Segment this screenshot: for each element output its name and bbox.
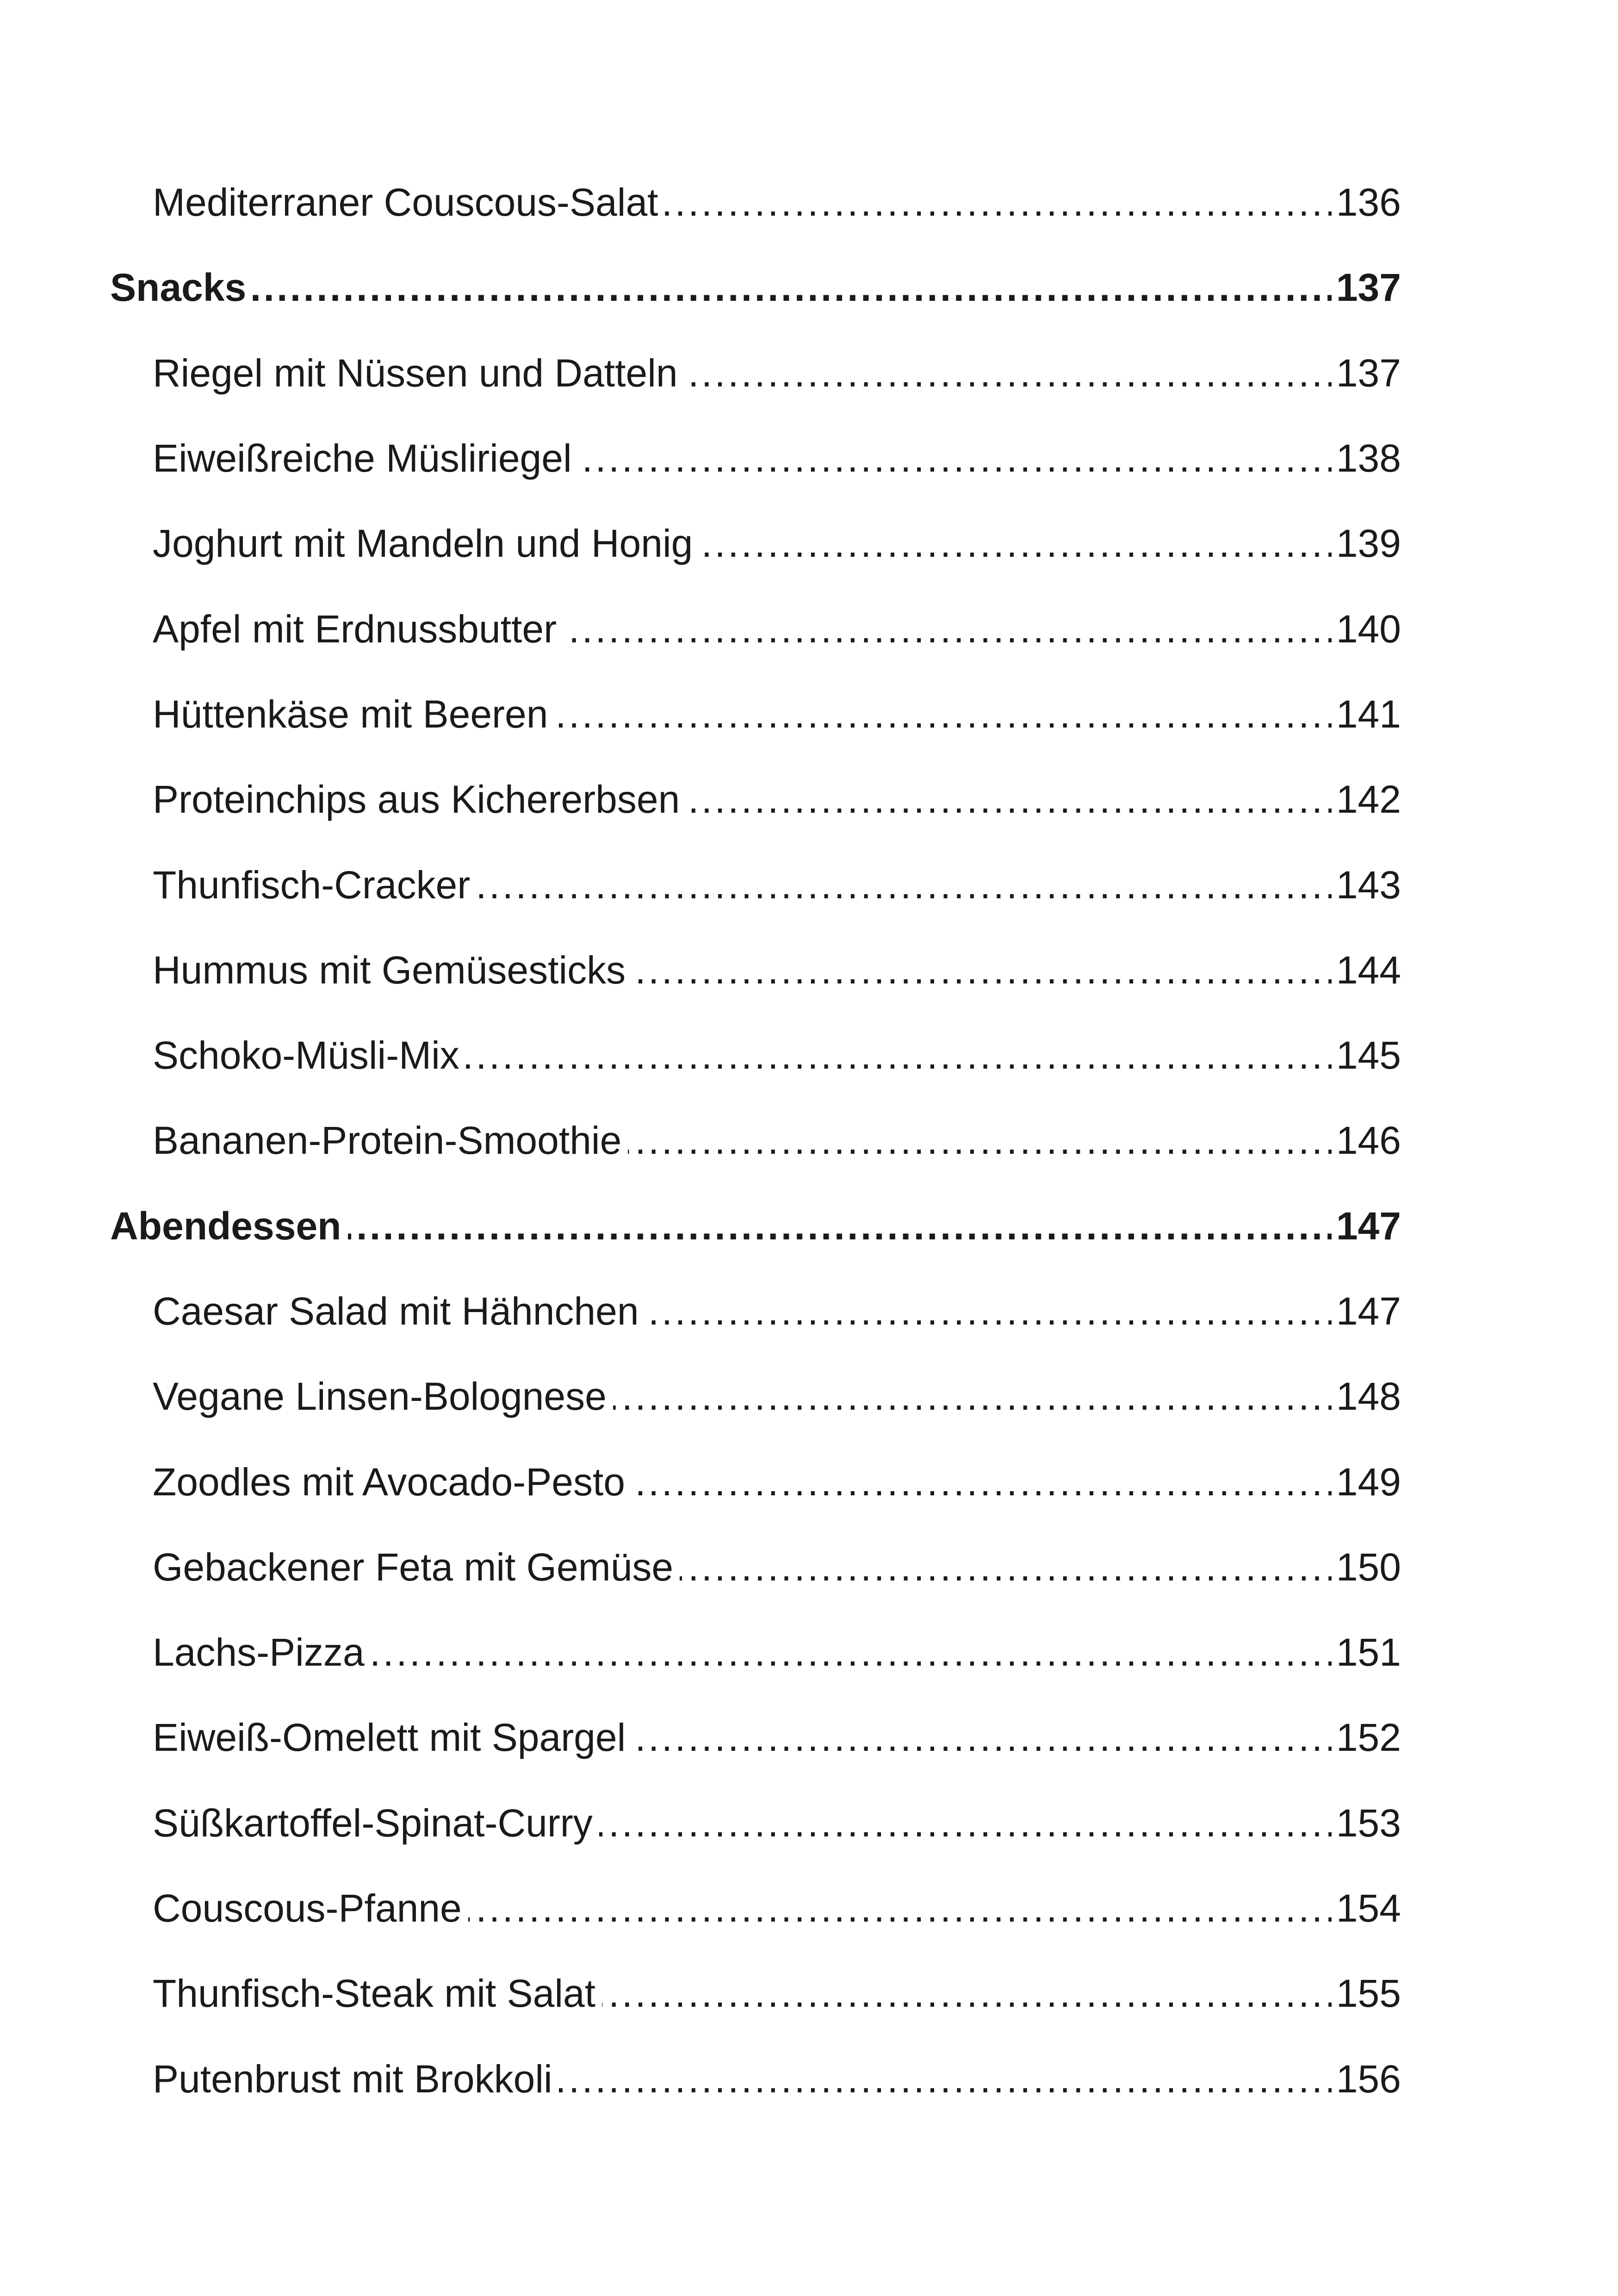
toc-entry[interactable] (153, 1951, 1401, 2036)
toc-entry-title: Riegel mit Nüssen und Datteln (153, 354, 684, 392)
toc-entry-title: Zoodles mit Avocado-Pesto (153, 1462, 632, 1501)
toc-entry[interactable] (153, 1524, 1401, 1610)
dot-leader (613, 1377, 1332, 1416)
toc-entry-page-number: 139 (1336, 522, 1401, 566)
toc-entry[interactable] (153, 160, 1401, 245)
toc-entry-title: Thunfisch-Steak mit Salat (153, 1974, 602, 2013)
toc-entry[interactable] (153, 501, 1401, 586)
toc-section-heading[interactable] (110, 1183, 1401, 1269)
toc-entry[interactable] (153, 586, 1401, 671)
toc-entry[interactable] (153, 1439, 1401, 1524)
toc-entry-page-number: 142 (1336, 778, 1401, 821)
toc-entry[interactable] (153, 1098, 1401, 1183)
dot-leader (632, 951, 1332, 989)
dot-leader (554, 695, 1331, 734)
toc-entry-page-number: 156 (1336, 2057, 1401, 2101)
toc-entry-page-number: 150 (1336, 1545, 1401, 1589)
toc-entry[interactable] (153, 757, 1401, 842)
toc-entry-page-number: 149 (1336, 1460, 1401, 1504)
toc-entry-title: Putenbrust mit Brokkoli (153, 2060, 559, 2098)
toc-entry-page-number: 155 (1336, 1972, 1401, 2016)
dot-leader (468, 1889, 1332, 1928)
toc-entry-page-number: 138 (1336, 436, 1401, 480)
toc-entry-page-number: 151 (1336, 1630, 1401, 1674)
toc-entry-page-number: 144 (1336, 948, 1401, 992)
toc-entry-title: Hüttenkäse mit Beeren (153, 695, 554, 734)
toc-entry-page-number: 140 (1336, 607, 1401, 651)
toc-entry[interactable] (153, 1780, 1401, 1866)
toc-entry-page-number: 148 (1336, 1375, 1401, 1419)
toc-entry[interactable] (153, 2036, 1401, 2122)
toc-entry-title: Bananen-Protein-Smoothie (153, 1121, 628, 1160)
toc-entry-title: Thunfisch-Cracker (153, 865, 477, 904)
toc-entry-page-number: 143 (1336, 863, 1401, 907)
toc-entry-title: Eiweißreiche Müsliriegel (153, 439, 578, 478)
toc-entry[interactable] (153, 1610, 1401, 1695)
toc-entry-page-number: 152 (1336, 1716, 1401, 1760)
dot-leader (684, 354, 1332, 392)
toc-entry[interactable] (153, 330, 1401, 416)
toc-entry[interactable] (153, 1269, 1401, 1354)
toc-entry-page-number: 146 (1336, 1119, 1401, 1163)
toc-entry[interactable] (153, 1013, 1401, 1098)
toc-entry-page-number: 136 (1336, 180, 1401, 224)
toc-entry-title: Hummus mit Gemüsesticks (153, 951, 632, 989)
dot-leader (632, 1718, 1332, 1757)
toc-section-page-number: 137 (1336, 266, 1401, 310)
dot-leader (665, 183, 1332, 222)
toc-entry-title: Caesar Salad mit Hähnchen (153, 1292, 645, 1331)
toc-entry-page-number: 141 (1336, 692, 1401, 736)
dot-leader (699, 524, 1331, 563)
toc-entry[interactable] (153, 927, 1401, 1013)
dot-leader (602, 1974, 1332, 2013)
dot-leader (645, 1292, 1332, 1331)
toc-entry-page-number: 147 (1336, 1289, 1401, 1333)
toc-entry-title: Süßkartoffel-Spinat-Curry (153, 1804, 599, 1842)
toc-entry-title: Mediterraner Couscous-Salat (153, 183, 665, 222)
toc-entry-title: Schoko-Müsli-Mix (153, 1036, 466, 1075)
toc-entry-title: Couscous-Pfanne (153, 1889, 468, 1928)
dot-leader (680, 1548, 1332, 1587)
dot-leader (253, 268, 1332, 307)
table-of-contents (0, 160, 1618, 2122)
toc-entry[interactable] (153, 1354, 1401, 1439)
toc-entry-title: Gebackener Feta mit Gemüse (153, 1548, 680, 1587)
dot-leader (686, 780, 1332, 819)
dot-leader (578, 439, 1332, 478)
toc-entry[interactable] (153, 1695, 1401, 1780)
toc-entry[interactable] (153, 1866, 1401, 1951)
toc-entry-title: Lachs-Pizza (153, 1633, 371, 1672)
toc-entry-title: Eiweiß-Omelett mit Spargel (153, 1718, 632, 1757)
dot-leader (348, 1207, 1332, 1245)
dot-leader (632, 1462, 1332, 1501)
toc-entry-title: Vegane Linsen-Bolognese (153, 1377, 613, 1416)
dot-leader (628, 1121, 1332, 1160)
dot-leader (477, 865, 1332, 904)
toc-entry-title: Joghurt mit Mandeln und Honig (153, 524, 699, 563)
toc-entry-page-number: 145 (1336, 1033, 1401, 1077)
dot-leader (466, 1036, 1332, 1075)
toc-entry[interactable] (153, 416, 1401, 501)
toc-section-page-number: 147 (1336, 1204, 1401, 1248)
toc-entry[interactable] (153, 672, 1401, 757)
toc-section-title: Snacks (110, 268, 253, 307)
toc-entry-page-number: 137 (1336, 351, 1401, 395)
toc-entry-title: Proteinchips aus Kichererbsen (153, 780, 686, 819)
toc-section-heading[interactable] (110, 245, 1401, 330)
dot-leader (559, 2060, 1332, 2098)
toc-entry-title: Apfel mit Erdnussbutter (153, 610, 563, 648)
dot-leader (563, 610, 1332, 648)
toc-entry[interactable] (153, 842, 1401, 927)
toc-section-title: Abendessen (110, 1207, 348, 1245)
toc-entry-page-number: 153 (1336, 1801, 1401, 1845)
toc-entry-page-number: 154 (1336, 1886, 1401, 1930)
dot-leader (371, 1633, 1332, 1672)
dot-leader (599, 1804, 1332, 1842)
